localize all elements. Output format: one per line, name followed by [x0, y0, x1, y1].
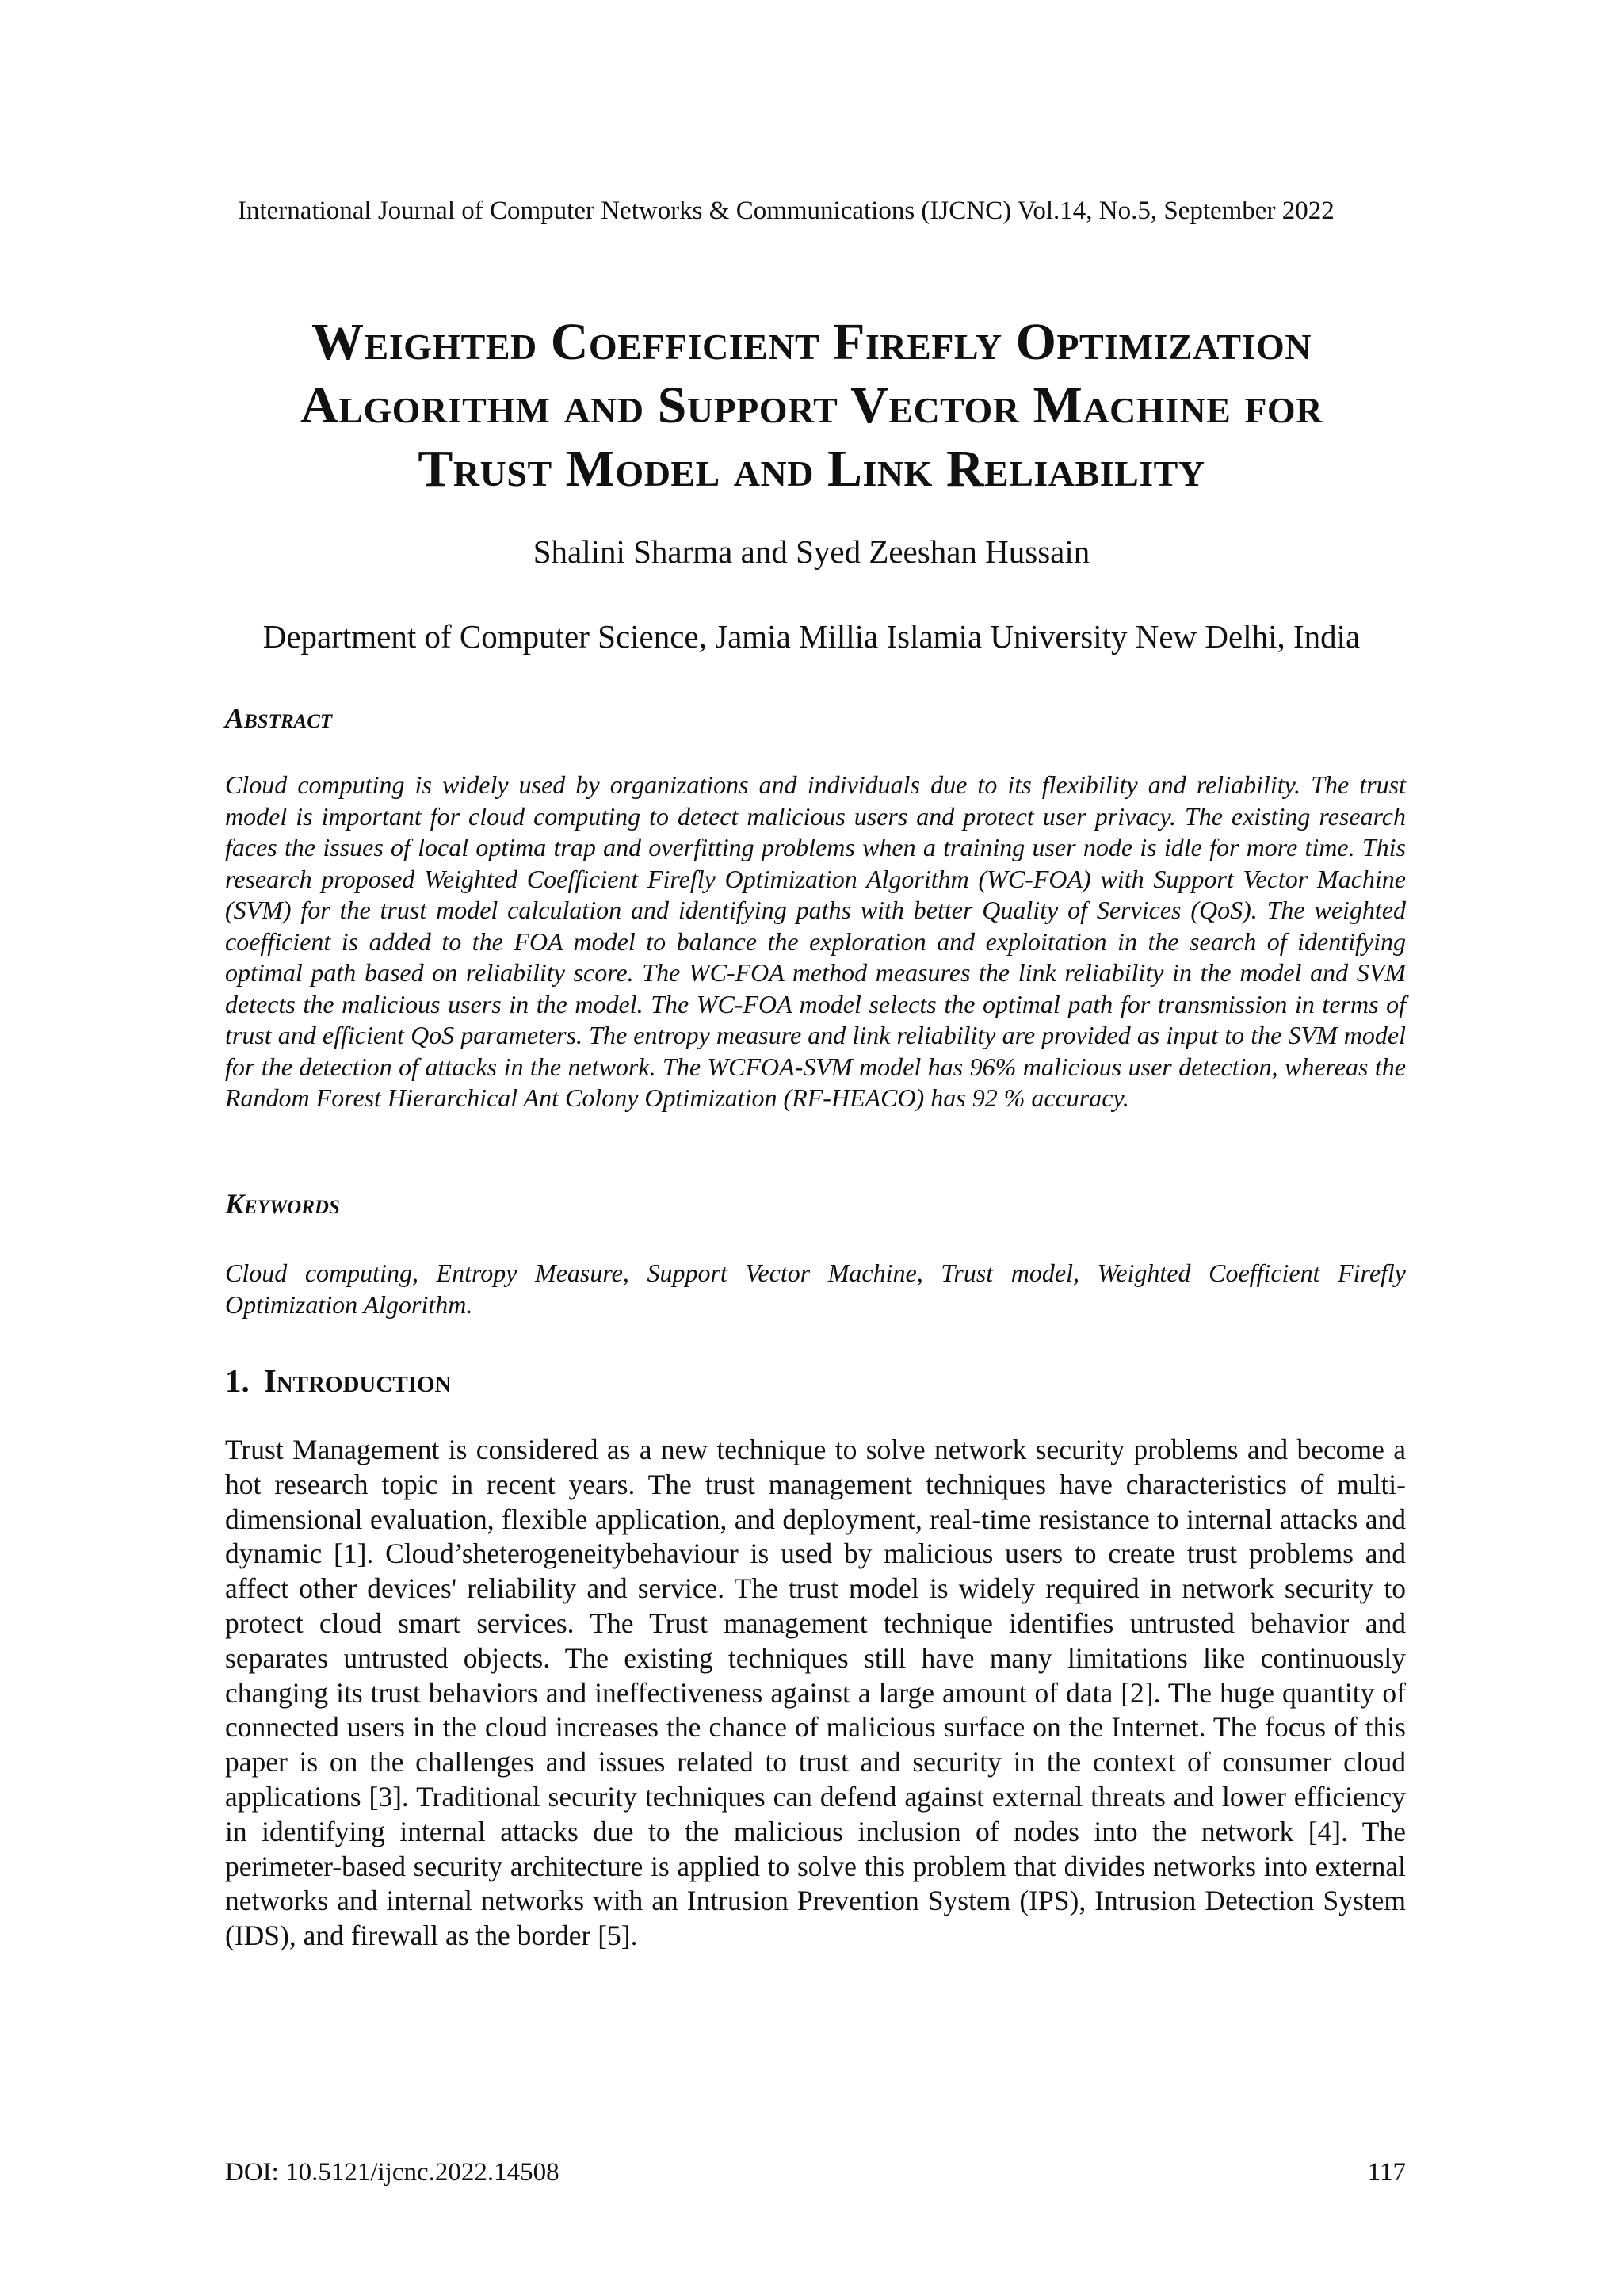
affiliation: Department of Computer Science, Jamia Millia Islamia University New Delhi, India	[262, 618, 1361, 655]
authors: Shalini Sharma and Syed Zeeshan Hussain	[533, 533, 1090, 570]
introduction-text: Trust Management is considered as a new technique to solve network security problems and become a hot research topic in recent years. The trust management techniques have characteristics of multi-dimensional evaluation, flexible application, and deployment, real-time resistance to internal attacks and dynamic [1]. Cloud’sheterogeneitybehaviour is used by malicious users to create trust problems and affect other devices' reliability and service. The trust model is widely required in network security to protect cloud smart services. The Trust management technique identifies untrusted behavior and separates untrusted objects. The existing techniques still have many limitations like continuously changing its trust behaviors and ineffectiveness against a large amount of data [2]. The huge quantity of connected users in the cloud increases the chance of malicious surface on the Internet. The focus of this paper is on the challenges and issues related to trust and security in the context of consumer cloud applications [3]. Traditional security techniques can defend against external threats and lower efficiency in identifying internal attacks due to the malicious inclusion of nodes into the network [4]. The perimeter-based security architecture is applied to solve this problem that divides networks into external networks and internal networks with an Intrusion Prevention System (IPS), Intrusion Detection System (IDS), and firewall as the border [5].	[225, 1434, 1406, 1952]
introduction-heading	[225, 1360, 451, 1401]
keywords-text: Cloud computing, Entropy Measure, Support Vector Machine, Trust model, Weighted Coefficient Firefly Optimization Algorithm.	[225, 1259, 1406, 1319]
running-header: International Journal of Computer Networks & Communications (IJCNC) Vol.14, No.5, September 2022	[238, 197, 1335, 225]
keywords-heading: Keywords	[225, 1188, 340, 1220]
title-line-2: Algorithm and Support Vector Machine for	[300, 376, 1323, 434]
abstract-heading: Abstract	[225, 702, 333, 734]
section-title: Introduction	[263, 1362, 452, 1399]
footer-doi: DOI: 10.5121/ijcnc.2022.14508	[225, 2158, 559, 2187]
page-number: 117	[1367, 2158, 1406, 2187]
paper-title	[158, 311, 1465, 501]
title-line-1: Weighted Coefficient Firefly Optimization	[311, 313, 1312, 371]
abstract-text: Cloud computing is widely used by organizations and individuals due to its flexibility and reliability. The trust model is important for cloud computing to detect malicious users and protect user privacy. The existing research faces the issues of local optima trap and overfitting problems when a training user node is idle for more time. This research proposed Weighted Coefficient Firefly Optimization Algorithm (WC-FOA) with Support Vector Machine (SVM) for the trust model calculation and identifying paths with better Quality of Services (QoS). The weighted coefficient is added to the FOA model to balance the exploration and exploitation in the search of identifying optimal path based on reliability score. The WC-FOA method measures the link reliability in the model and SVM detects the malicious users in the model. The WC-FOA model selects the optimal path for transmission in terms of trust and efficient QoS parameters. The entropy measure and link reliability are provided as input to the SVM model for the detection of attacks in the network. The WCFOA-SVM model has 96% malicious user detection, whereas the Random Forest Hierarchical Ant Colony Optimization (RF-HEACO) has 92 % accuracy.	[225, 770, 1406, 1112]
title-line-3: Trust Model and Link Reliability	[418, 440, 1205, 498]
section-number: 1.	[225, 1362, 250, 1399]
